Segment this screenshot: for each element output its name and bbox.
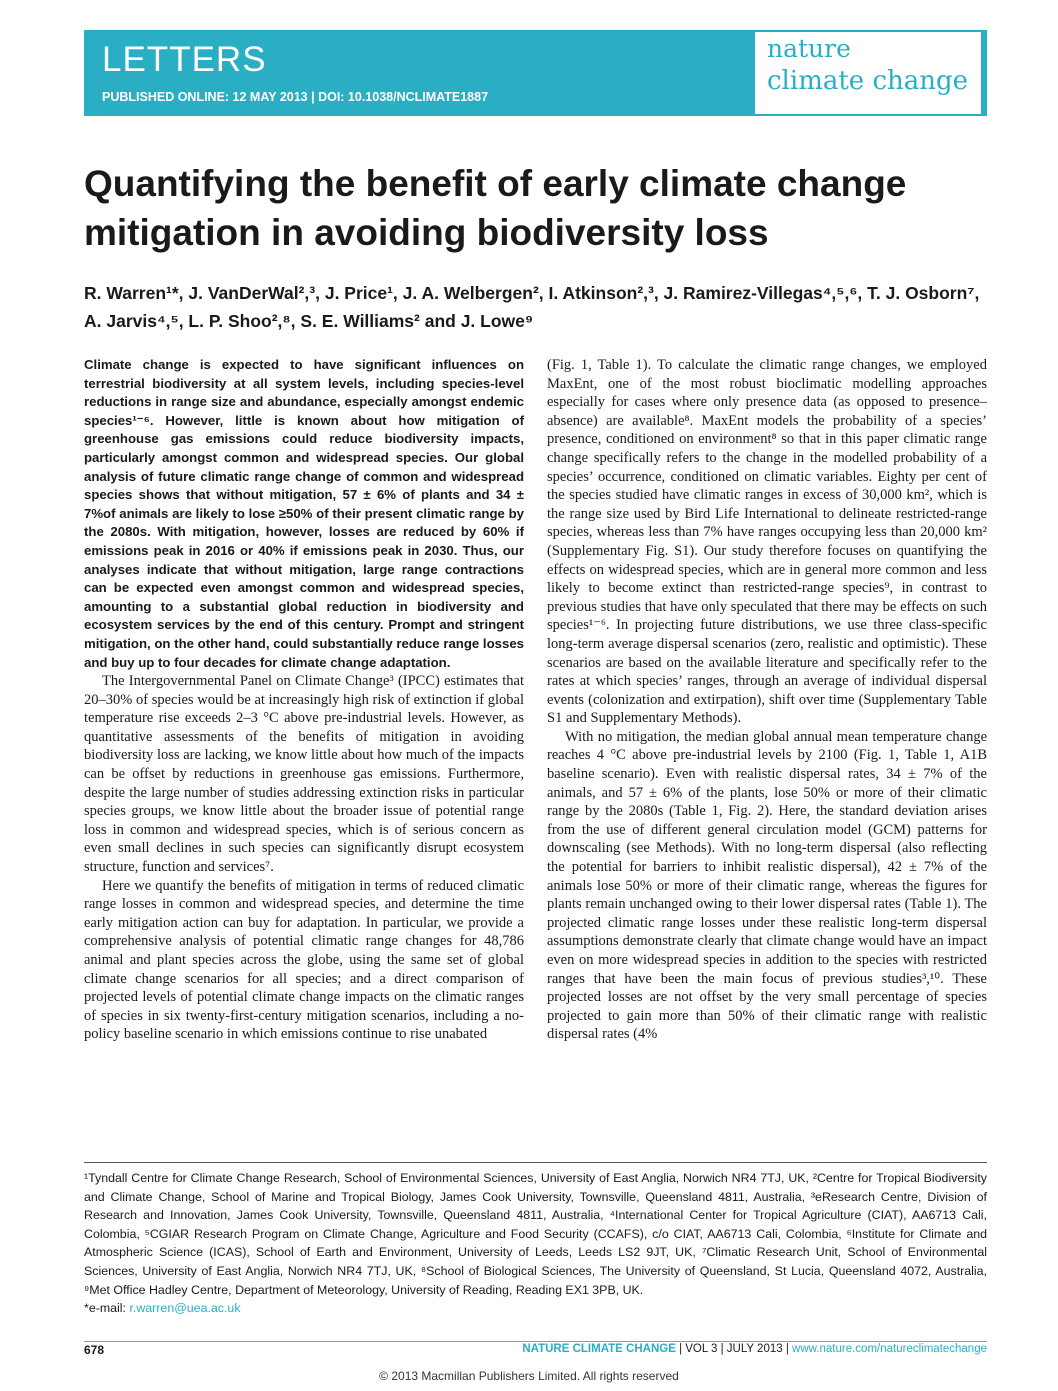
right-column <box>547 356 987 1044</box>
body-paragraph: The Intergovernmental Panel on Climate Change³ (IPCC) estimates that 20–30% of species would be at increasingly high risk of extinction if global temperature rise exceeds 2–3 °C above pre-industrial levels. However, as quantitative assessments of the benefits of mitigation in avoiding biodiversity loss are lacking, we know little about how much of the impacts can be offset by reductions in greenhouse gas emissions. Furthermore, despite the large number of studies addressing extinction risks in particular species groups, we know little about the broader issue of potential range loss in common and widespread species, which is of serious concern as even small declines in such species can significantly disrupt ecosystem structure, function and services⁷. <box>84 673 524 876</box>
abstract: Climate change is expected to have significant influences on terrestrial biodiversity at all system levels, including species-level reductions in range size and abundance, especially amongst endemic species¹⁻⁶. However, little is known about how mitigation of greenhouse gas emissions could reduce biodiversity impacts, particularly amongst common and widespread species. Our global analysis of future climatic range change of common and widespread species shows that without mitigation, 57 ± 6% of plants and 34 ± 7%of animals are likely to lose ≥50% of their present climatic range by the 2080s. With mitigation, however, losses are reduced by 60% if emissions peak in 2016 or 40% if emissions peak in 2030. Thus, our analyses indicate that without mitigation, large range contractions can be expected even amongst common and widespread species, amounting to a substantial global reduction in biodiversity and ecosystem services by the end of this century. Prompt and stringent mitigation, on the other hand, could substantially reduce range losses and buy up to four decades for climate change adaptation. <box>84 357 524 670</box>
author-list: R. Warren¹*, J. VanDerWal²,³, J. Price¹, J. A. Welbergen², I. Atkinson²,³, J. Ramirez-Villegas⁴,⁵,⁶, T. J. Osborn⁷, A. Jarvis⁴,⁵, L. P. Shoo²,⁸, S. E. Williams² and J. Lowe⁹ <box>84 283 980 331</box>
journal-logo-line2: climate change <box>767 66 969 96</box>
email-link[interactable]: r.warren@uea.ac.uk <box>129 1301 241 1316</box>
footer-divider <box>84 1341 987 1342</box>
section-kicker: LETTERS <box>102 40 267 79</box>
body-paragraph: (Fig. 1, Table 1). To calculate the climatic range changes, we employed MaxEnt, one of the most robust bioclimatic modelling approaches especially for cases where only presence data (as opposed to presence–absence) are available⁸. MaxEnt models the probability of a species’ presence, conditioned on environment⁸ so that in this paper climatic range change specifically refers to the change in the modelled probability of a species’ occurrence, conditioned on climatic variables. Eighty per cent of the species studied have climatic ranges in excess of 30,000 km², which is the range size used by Bird Life International to delineate restricted-range species, whereas less than 7% have ranges occupying less than 20,000 km² (Supplementary Fig. S1). Our study therefore focuses on quantifying the effects on widespread species, which are in general more common and less likely to become extinct than restricted-range species⁹, in contrast to previous studies that have only speculated that there may be effects on such species¹⁻⁶. In projecting future distributions, we use three class-specific long-term average dispersal scenarios (zero, realistic and optimistic). These scenarios are based on the available literature and specifically refer to the rates at which species’ ranges, through an average of individual dispersal events (colonization and extirpation), shift over time (Supplementary Table S1 and Supplementary Methods). <box>547 357 987 727</box>
journal-url-link[interactable]: www.nature.com/natureclimatechange <box>792 1343 987 1355</box>
copyright-notice: © 2013 Macmillan Publishers Limited. All rights reserved <box>379 1369 679 1383</box>
footer-journal-name: NATURE CLIMATE CHANGE <box>522 1343 676 1355</box>
left-column <box>84 356 524 1044</box>
footnote-divider <box>84 1162 987 1163</box>
affiliations-text: ¹Tyndall Centre for Climate Change Research, School of Environmental Sciences, University of East Anglia, Norwich NR4 7TJ, UK, ²Centre for Tropical Biodiversity and Climate Change, School of Marine and Tropical Biology, James Cook University, Townsville, Queensland 4811, Australia, ³eResearch Centre, Division of Research and Innovation, James Cook University, Townsville, Queensland 4811, Australia, ⁴International Center for Tropical Agriculture (CIAT), AA6713 Cali, Colombia, ⁵CGIAR Research Program on Climate Change, Agriculture and Food Security (CCAFS), c/o CIAT, AA6713 Cali, Colombia, ⁶Institute for Climate and Atmospheric Science (ICAS), School of Earth and Environment, University of Leeds, Leeds LS2 9JT, UK, ⁷Climatic Research Unit, School of Environmental Sciences, University of East Anglia, Norwich NR4 7TJ, UK, ⁸School of Biological Sciences, The University of Queensland, St Lucia, Queensland 4072, Australia, ⁹Met Office Hadley Centre, Department of Meteorology, University of Reading, Reading EX1 3PB, UK. <box>84 1171 987 1297</box>
body-paragraph: With no mitigation, the median global annual mean temperature change reaches 4 °C above pre-industrial levels by 2100 (Fig. 1, Table 1, A1B baseline scenario). Even with realistic dispersal rates, 34 ± 7% of the animals, and 57 ± 6% of the plants, lose 50% or more of their climatic range by the 2080s (Table 1, Fig. 2). Here, the standard deviation arises from the use of different general circulation model (GCM) patterns for downscaling (see Methods). With no long-term dispersal (also reflecting the potential for barriers to inhibit realistic dispersal), 42 ± 7% of the animals lose 50% or more of their climatic range, whereas the figures for plants remain unchanged owing to their lower dispersal rates (Table 1). The projected climatic range losses under these realistic long-term dispersal assumptions demonstrate clearly that climate change would have an impact even on more widespread species in addition to the species with restricted ranges that have been the main focus of previous studies³,¹⁰. These projected losses are not offset by the very small percentage of species projected to gain more than 50% of their climatic range with realistic dispersal rates (4% <box>547 728 987 1043</box>
correspondence-line <box>84 1299 987 1318</box>
email-label: *e-mail: <box>84 1301 130 1316</box>
page-number: 678 <box>84 1343 105 1357</box>
body-paragraph: Here we quantify the benefits of mitigation in terms of reduced climatic range losses in common and widespread species, and determine the time early mitigation action can buy for adaptation. In particular, we provide a comprehensive analysis of potential climatic range changes for 48,786 animal and plant species across the globe, using the same set of global climate change scenarios for all species; and a direct comparison of projected levels of potential climate change impacts on the climatic ranges of species in six twenty-first-century mitigation scenarios, including a no-policy baseline scenario in which emissions continue to rise unabated <box>84 877 524 1043</box>
journal-logo-line1: nature <box>767 34 851 63</box>
journal-footer <box>522 1343 987 1355</box>
affiliations-footnote <box>84 1169 987 1318</box>
article-title: Quantifying the benefit of early climate change mitigation in avoiding biodiversity loss <box>84 163 907 253</box>
publication-info: PUBLISHED ONLINE: 12 MAY 2013 | DOI: 10.1038/NCLIMATE1887 <box>102 90 489 104</box>
footer-issue: | VOL 3 | JULY 2013 | <box>675 1343 793 1355</box>
